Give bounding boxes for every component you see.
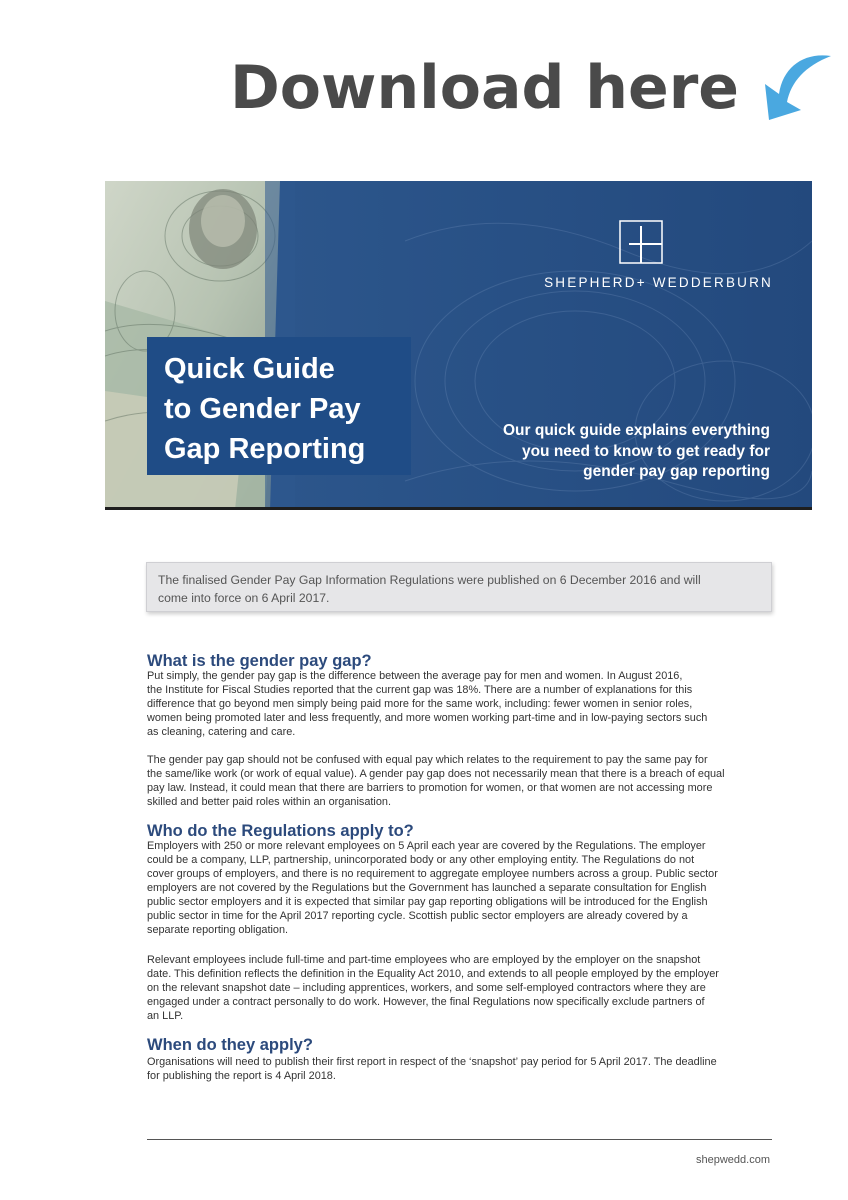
body-line: as cleaning, catering and care.: [147, 726, 296, 738]
body-line: Put simply, the gender pay gap is the difference between the average pay for men and women. In August 2016,: [147, 670, 683, 682]
section-heading-who: Who do the Regulations apply to?: [147, 822, 414, 840]
intro-line-1: The finalised Gender Pay Gap Information Regulations were published on 6 December 2016 and will: [158, 573, 701, 587]
body-line: public sector employers and it is expected that similar pay gap reporting obligations will be introduced for the English: [147, 896, 708, 908]
tagline-line-3: gender pay gap reporting: [583, 463, 770, 480]
body-line: women being promoted later and less frequently, and more women working part-time and in low-paying sectors such: [147, 712, 708, 724]
download-label: Download here: [230, 53, 739, 123]
footer-website: shepwedd.com: [696, 1154, 770, 1166]
curved-arrow-down-left-icon: [753, 52, 833, 124]
body-line: for publishing the report is 4 April 2018.: [147, 1070, 336, 1082]
body-line: date. This definition reflects the definition in the Equality Act 2010, and extends to all people employed by the employer: [147, 968, 719, 980]
tagline-line-2: you need to know to get ready for: [521, 442, 770, 460]
body-line: Employers with 250 or more relevant employees on 5 April each year are covered by the Regulations. The employer: [147, 840, 706, 852]
body-line: the same/like work (or work of equal value). A gender pay gap does not necessarily mean that there is a breach of equal: [147, 768, 725, 780]
body-line: Relevant employees include full-time and part-time employees who are employed by the employer on the snapshot: [147, 954, 701, 966]
body-line: engaged under a contract personally to do work. However, the final Regulations now specifically exclude partners of: [147, 996, 705, 1008]
body-line: employers are not covered by the Regulations but the Government has launched a separate consultation for English: [147, 882, 707, 894]
body-line: Organisations will need to publish their first report in respect of the ‘snapshot’ pay period for 5 April 2017. The deadline: [147, 1056, 717, 1068]
shepherd-wedderburn-logo-icon: [619, 220, 663, 264]
hero-tagline: [503, 421, 770, 483]
hero-banner: [105, 181, 812, 510]
body-line: could be a company, LLP, partnership, unincorporated body or any other employing entity. The Regulations do not: [147, 854, 695, 866]
guide-title-box: [147, 337, 411, 475]
tagline-line-1: Our quick guide explains everything: [502, 422, 770, 439]
intro-line-2: come into force on 6 April 2017.: [158, 591, 330, 605]
hero-divider: [105, 507, 812, 510]
section-heading-when: When do they apply?: [147, 1036, 313, 1054]
guide-title-line-3: Gap Reporting: [164, 433, 366, 465]
download-link[interactable]: [230, 48, 833, 128]
section-heading-what: What is the gender pay gap?: [147, 652, 372, 670]
body-line: on the relevant snapshot date – including apprentices, workers, and some self-employed contractors where they are: [147, 982, 706, 994]
body-line: The gender pay gap should not be confused with equal pay which relates to the requirement to pay the same pay for: [147, 754, 708, 766]
footer-divider: [147, 1139, 772, 1140]
guide-title-line-2: to Gender Pay: [164, 393, 361, 425]
body-line: pay law. Instead, it could mean that there are barriers to promotion for women, or that women are not accessing more: [147, 782, 713, 794]
brand-name: SHEPHERD+ WEDDERBURN: [544, 275, 773, 290]
guide-title-line-1: Quick Guide: [164, 353, 335, 385]
body-line: skilled and better paid roles within an organisation.: [147, 796, 391, 808]
body-line: an LLP.: [147, 1010, 184, 1022]
body-line: separate reporting obligation.: [147, 924, 289, 936]
intro-box: [146, 562, 772, 612]
body-line: difference that go beyond men simply being paid more for the same work, including: fewer women in senior roles,: [147, 698, 693, 710]
body-line: the Institute for Fiscal Studies reported that the current gap was 18%. There are a number of explanations for this: [147, 684, 693, 696]
body-line: cover groups of employers, and there is no requirement to aggregate employee numbers across a group. Public sector: [147, 868, 718, 880]
body-line: public sector in time for the April 2017 reporting cycle. Scottish public sector employers are already covered by a: [147, 910, 688, 922]
